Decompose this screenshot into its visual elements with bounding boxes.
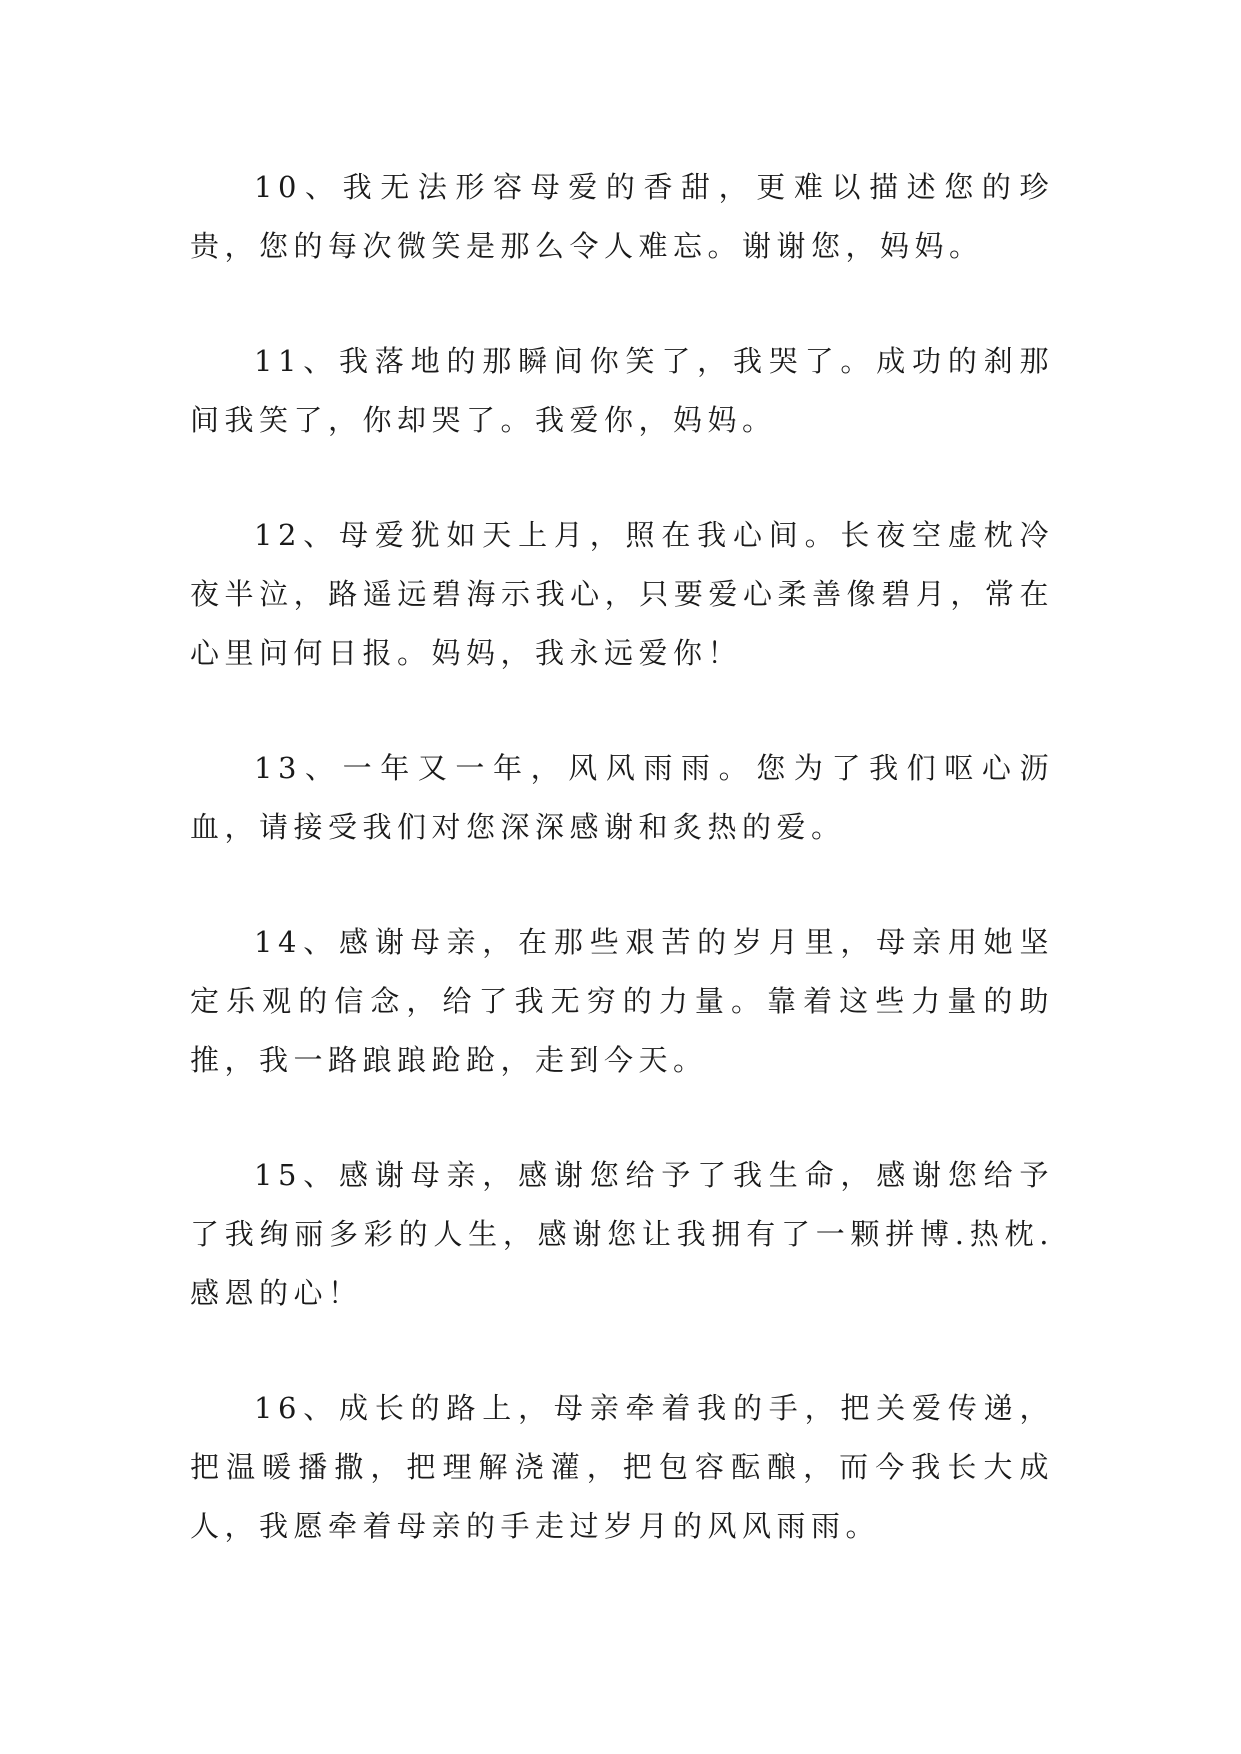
paragraph-10: 10、我无法形容母爱的香甜，更难以描述您的珍贵，您的每次微笑是那么令人难忘。谢谢您，妈妈。 <box>190 170 1054 263</box>
paragraph-14: 14、感谢母亲，在那些艰苦的岁月里，母亲用她坚定乐观的信念，给了我无穷的力量。靠着这些力量的助推，我一路踉踉跄跄，走到今天。 <box>190 925 1054 1077</box>
paragraph-16: 16、成长的路上，母亲牵着我的手，把关爱传递，把温暖播撒，把理解浇灌，把包容酝酿，而今我长大成人，我愿牵着母亲的手走过岁月的风风雨雨。 <box>190 1391 1054 1543</box>
paragraph-12: 12、母爱犹如天上月，照在我心间。长夜空虚枕冷夜半泣，路遥远碧海示我心，只要爱心柔善像碧月，常在心里问何日报。妈妈，我永远爱你！ <box>190 518 1054 670</box>
paragraph-11: 11、我落地的那瞬间你笑了，我哭了。成功的刹那间我笑了，你却哭了。我爱你，妈妈。 <box>190 344 1054 437</box>
paragraph-13: 13、一年又一年，风风雨雨。您为了我们呕心沥血，请接受我们对您深深感谢和炙热的爱。 <box>190 751 1054 844</box>
document-body <box>190 158 1054 1612</box>
paragraph-15: 15、感谢母亲，感谢您给予了我生命，感谢您给予了我绚丽多彩的人生，感谢您让我拥有了一颗拼博.热枕.感恩的心！ <box>190 1158 1054 1310</box>
